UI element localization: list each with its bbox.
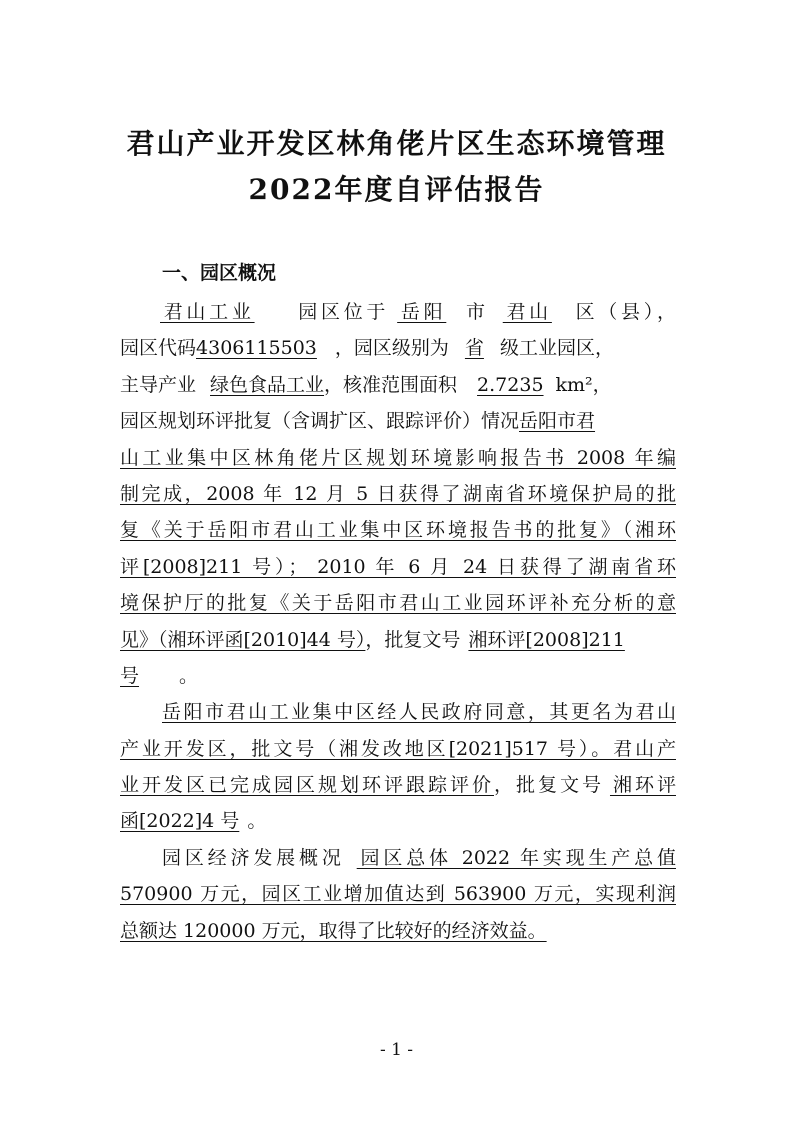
section-heading: 一、园区概况 [162,262,277,284]
paragraph-line [120,330,676,366]
text-fragment: 。 [179,664,199,687]
paragraph-line [120,476,676,512]
paragraph-line [120,622,676,658]
paragraph-line [120,840,676,876]
approval-text: 山工业集中区林角佬片区规划环境影响报告书 2008 年编 [120,446,676,469]
approval-text: 境保护厅的批复《关于岳阳市君山工业园环评补充分析的意 [120,592,676,615]
paragraph-line [120,767,676,803]
tracking-doc-no: 湘环评 [609,774,676,797]
text-fragment: ，批复文号 [365,628,461,651]
document-title-line-2: 2022年度自评估报告 [248,173,545,206]
paragraph-line [120,694,676,730]
text-fragment: ，园区级别为 [334,337,449,360]
park-name: 君山工业 [160,301,255,323]
text-fragment: ，核准范围面积 [324,373,458,396]
paragraph-line [120,913,676,949]
text-fragment: 。 [247,810,267,833]
paragraph-line [120,440,676,476]
text-fragment: 级工业园区， [499,337,614,360]
text-fragment: 园区位于 [294,301,390,323]
document-title-line-1: 君山产业开发区林角佬片区生态环境管理 [126,127,667,160]
approval-text: 复《关于岳阳市君山工业集中区环境报告书的批复》（湘环 [120,519,676,542]
paragraph-line [120,876,676,912]
text-fragment: ，批复文号 [493,774,604,797]
text-fragment: 区（县）， [571,301,676,323]
paragraph-line [120,403,676,439]
approval-doc-no: 号 [120,664,140,687]
paragraph-line [120,731,676,767]
approval-doc-no: 湘环评[2008]211 [468,628,625,651]
paragraph-line [120,512,676,548]
area-unit: km²， [555,373,612,396]
approval-text: 岳阳市君 [519,410,596,433]
industry-value: 绿色食品工业 [210,373,325,396]
economy-text: 园区总体 2022 年实现生产总值 [356,846,676,869]
text-fragment: 主导产业 [120,373,197,396]
park-level-value: 省 [464,337,484,360]
paragraph-line [120,294,676,330]
approval-text: 制完成，2008 年 12 月 5 日获得了湖南省环境保护局的批 [120,482,676,505]
paragraph-line [120,803,676,839]
area-value: 2.7235 [477,373,544,396]
tracking-text: 业开发区已完成园区规划环评跟踪评价 [120,774,494,797]
tracking-doc-no: 函[2022]4 号 [120,810,240,833]
city-value: 岳阳 [397,301,447,323]
paragraph-line [120,585,676,621]
text-fragment: 园区经济发展概况 [162,846,345,869]
page-number: - 1 - [379,1040,414,1060]
approval-text: 见》（湘环评函[2010]44 号） [120,628,366,651]
paragraph-line [120,658,676,694]
paragraph-line [120,367,676,403]
approval-text: 评[2008]211 号）； 2010 年 6 月 24 日获得了湖南省环 [120,555,676,578]
text-fragment: 园区规划环评批复（含调扩区、跟踪评价）情况 [120,410,520,433]
rename-text: 产业开发区，批文号（湘发改地区[2021]517 号）。君山产 [120,737,676,760]
economy-text: 570900 万元，园区工业增加值达到 563900 万元，实现利润 [120,883,676,906]
park-code-value: 4306115503 [196,337,317,360]
paragraph-line [120,549,676,585]
rename-text: 岳阳市君山工业集中区经人民政府同意，其更名为君山 [162,701,676,724]
district-value: 君山 [502,301,552,323]
economy-text: 总额达 120000 万元，取得了比较好的经济效益。 [120,919,547,942]
document-body [120,294,676,949]
text-fragment: 市 [462,301,489,323]
text-fragment: 园区代码 [120,337,197,360]
